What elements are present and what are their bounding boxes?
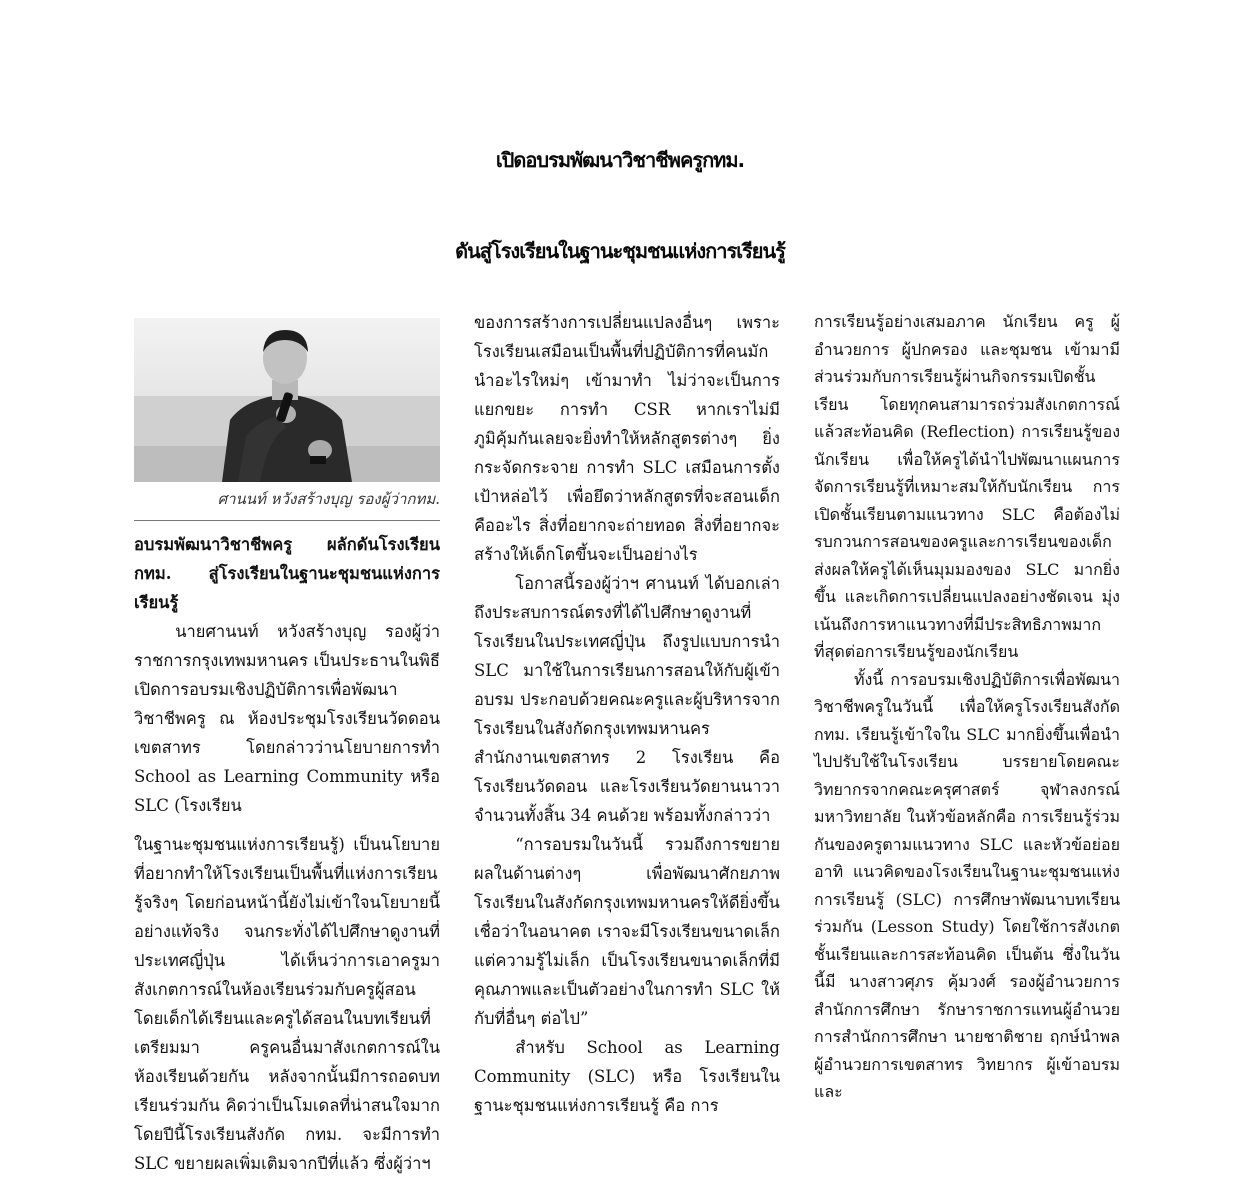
article-lead: อบรมพัฒนาวิชาชีพครู ผลักดันโรงเรียน กทม. สู่โรงเรียนในฐานะชุมชนแห่งการเรียนรู้ xyxy=(134,535,440,612)
caption-divider xyxy=(134,520,440,521)
article-column-3 xyxy=(814,308,1120,1106)
photo-caption: ศานนท์ หวังสร้างบุญ รองผู้ว่ากทม. xyxy=(217,490,440,508)
article-column-1 xyxy=(134,530,440,1178)
article-paragraph: นายศานนท์ หวังสร้างบุญ รองผู้ว่าราชการกรุงเทพมหานคร เป็นประธานในพิธีเปิดการอบรมเชิงปฏิบัติการเพื่อพัฒนาวิชาชีพครู ณ ห้องประชุมโรงเรียนวัดดอน เขตสาทร โดยกล่าวว่านโยบายการทำ School as Learning Community หรือ SLC (โรงเรียน xyxy=(134,622,440,815)
speaker-photo xyxy=(134,318,440,482)
headline-line-1: เปิดอบรมพัฒนาวิชาชีพครูกทม. xyxy=(495,148,745,172)
headline-line-2: ดันสู่โรงเรียนในฐานะชุมชนแห่งการเรียนรู้ xyxy=(455,239,785,263)
article-paragraph: โอกาสนี้รองผู้ว่าฯ ศานนท์ ได้บอกเล่าถึงประสบการณ์ตรงที่ได้ไปศึกษาดูงานที่โรงเรียนในประเทศญี่ปุ่น ถึงรูปแบบการนำ SLC มาใช้ในการเรียนการสอนให้กับผู้เข้าอบรม ประกอบด้วยคณะครูและผู้บริหารจากโรงเรียนในสังกัดกรุงเทพมหานคร สำนักงานเขตสาทร 2 โรงเรียน คือ โรงเรียนวัดดอน และโรงเรียนวัดยานนาวา จำนวนทั้งสิ้น 34 คนด้วย พร้อมทั้งกล่าวว่า xyxy=(474,574,780,825)
article-paragraph: ในฐานะชุมชนแห่งการเรียนรู้) เป็นนโยบายที่อยากทำให้โรงเรียนเป็นพื้นที่แห่งการเรียนรู้จริงๆ โดยก่อนหน้านี้ยังไม่เข้าใจนโยบายนี้อย่างแท้จริง จนกระทั่งได้ไปศึกษาดูงานที่ประเทศญี่ปุ่น ได้เห็นว่าการเอาครูมาสังเกตการณ์ในห้องเรียนร่วมกับครูผู้สอน โดยเด็กได้เรียนและครูได้สอนในบทเรียนที่เตรียมมา ครูคนอื่นมาสังเกตการณ์ในห้องเรียนด้วยกัน หลังจากนั้นมีการถอดบทเรียนร่วมกัน คิดว่าเป็นโมเดลที่น่าสนใจมาก โดยปีนี้โรงเรียนสังกัด กทม. จะมีการทำ SLC ขยายผลเพิ่มเติมจากปีที่แล้ว ซึ่งผู้ว่าฯ xyxy=(134,835,440,1173)
article-paragraph: การเรียนรู้อย่างเสมอภาค นักเรียน ครู ผู้อำนวยการ ผู้ปกครอง และชุมชน เข้ามามีส่วนร่วมกับการเรียนรู้ผ่านกิจกรรมเปิดชั้นเรียน โดยทุกคนสามารถร่วมสังเกตการณ์แล้วสะท้อนคิด (Reflection) การเรียนรู้ของนักเรียน เพื่อให้ครูได้นำไปพัฒนาแผนการจัดการเรียนรู้ที่เหมาะสมให้กับนักเรียน การเปิดชั้นเรียนตามแนวทาง SLC คือต้องไม่รบกวนการสอนของครูและการเรียนของเด็ก ส่งผลให้ครูได้เห็นมุมมองของ SLC มากยิ่งขึ้น และเกิดการเปลี่ยนแปลงอย่างชัดเจน มุ่งเน้นถึงการหาแนวทางที่มีประสิทธิภาพมากที่สุดต่อการเรียนรู้ของนักเรียน xyxy=(814,312,1120,662)
article-quote: “การอบรมในวันนี้ รวมถึงการขยายผลในด้านต่างๆ เพื่อพัฒนาศักยภาพโรงเรียนในสังกัดกรุงเทพมหานครให้ดียิ่งขึ้น เชื่อว่าในอนาคต เราจะมีโรงเรียนขนาดเล็กแต่ความรู้ไม่เล็ก เป็นโรงเรียนขนาดเล็กที่มีคุณภาพและเป็นตัวอย่างในการทำ SLC ให้กับที่อื่นๆ ต่อไป” xyxy=(474,835,780,1028)
article-paragraph: สำหรับ School as Learning Community (SLC) หรือ โรงเรียนในฐานะชุมชนแห่งการเรียนรู้ คือ การ xyxy=(474,1038,780,1115)
article-paragraph: ทั้งนี้ การอบรมเชิงปฏิบัติการเพื่อพัฒนาวิชาชีพครูในวันนี้ เพื่อให้ครูโรงเรียนสังกัด กทม. เรียนรู้เข้าใจใน SLC มากยิ่งขึ้นเพื่อนำไปปรับใช้ในโรงเรียน บรรยายโดยคณะวิทยากรจากคณะครุศาสตร์ จุฬาลงกรณ์มหาวิทยาลัย ในหัวข้อหลักคือ การเรียนรู้ร่วมกันของครูตามแนวทาง SLC และหัวข้อย่อย อาทิ แนวคิดของโรงเรียนในฐานะชุมชนแห่งการเรียนรู้ (SLC) การศึกษาพัฒนาบทเรียนร่วมกัน (Lesson Study) โดยใช้การสังเกตชั้นเรียนและการสะท้อนคิด เป็นต้น ซึ่งในวันนี้มี นางสาวศุภร คุ้มวงศ์ รองผู้อำนวยการสำนักการศึกษา รักษาราชการแทนผู้อำนวยการสำนักการศึกษา นายชาติชาย ฤกษ์นำพล ผู้อำนวยการเขตสาทร วิทยากร ผู้เข้าอบรม และ xyxy=(814,669,1120,1102)
article-column-2 xyxy=(474,308,780,1120)
article-paragraph: ของการสร้างการเปลี่ยนแปลงอื่นๆ เพราะโรงเรียนเสมือนเป็นพื้นที่ปฏิบัติการที่คนมักนำอะไรใหม่ๆ เข้ามาทำ ไม่ว่าจะเป็นการแยกขยะ การทำ CSR หากเราไม่มีภูมิคุ้มกันเลยจะยิ่งทำให้หลักสูตรต่างๆ ยิ่งกระจัดกระจาย การทำ SLC เสมือนการตั้งเป้าหล่อไว้ เพื่อยึดว่าหลักสูตรที่จะสอนเด็กคืออะไร สิ่งที่อยากจะถ่ายทอด สิ่งที่อยากจะสร้างให้เด็กโตขึ้นจะเป็นอย่างไร xyxy=(474,313,780,564)
